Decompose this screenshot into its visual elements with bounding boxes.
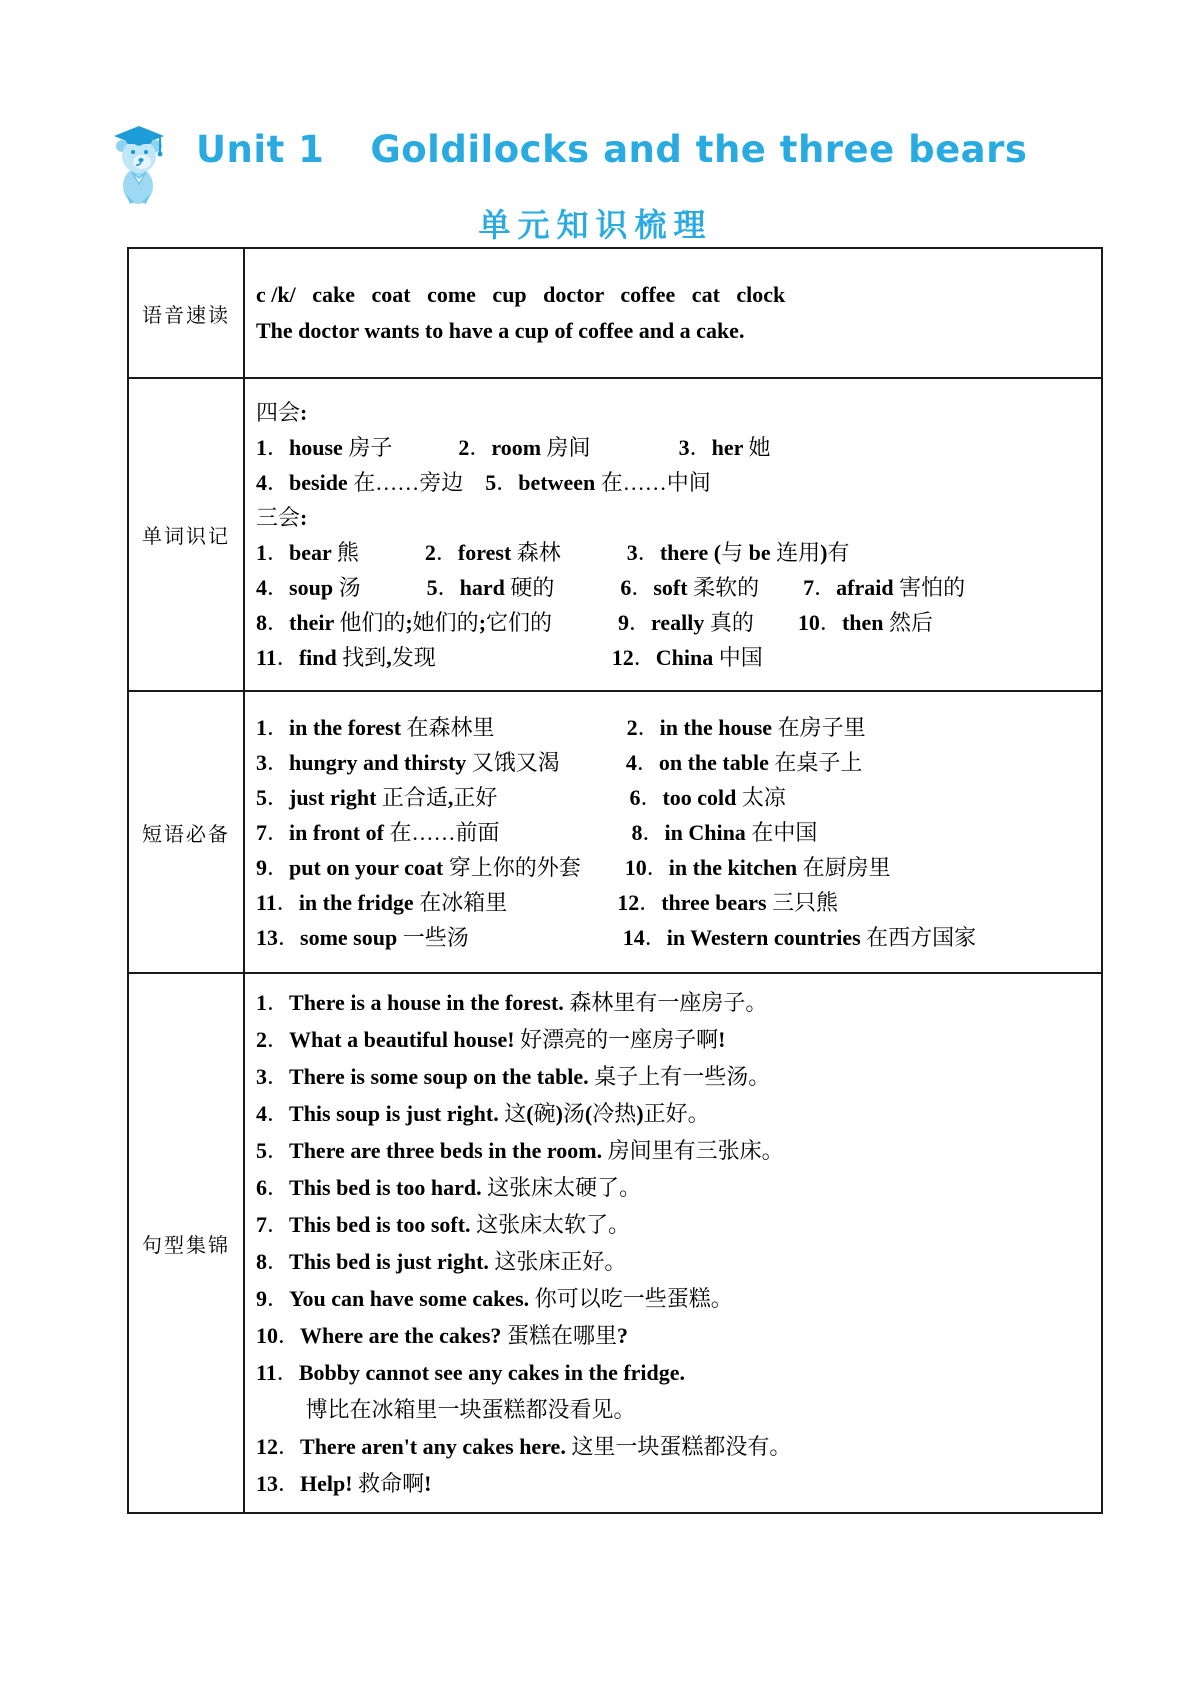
content-line: 5．There are three beds in the room. 房间里有三张床。	[256, 1138, 784, 1163]
section-subtitle: 单元知识梳理	[478, 206, 713, 244]
content-line: 博比在冰箱里一块蛋糕都没看见。	[305, 1397, 636, 1422]
content-line: 11．Bobby cannot see any cakes in the fridge.	[256, 1360, 686, 1385]
page-title	[196, 128, 1027, 171]
content-line: 三会:	[256, 504, 308, 530]
content-line: 2．What a beautiful house! 好漂亮的一座房子啊!	[256, 1027, 726, 1052]
unit-label: Unit 1	[196, 128, 325, 171]
content-line: 1．in the forest 在森林里 2．in the house 在房子里	[256, 714, 866, 740]
content-line: 3．hungry and thirsty 又饿又渴 4．on the table 在桌子上	[256, 749, 863, 775]
row-label: 句型集锦	[129, 974, 245, 1512]
content-line: 4．This soup is just right. 这(碗)汤(冷热)正好。	[256, 1101, 710, 1126]
content-line: The doctor wants to have a cup of coffee and a cake.	[256, 318, 745, 343]
content-line: c /k/ cake coat come cup doctor coffee cat clock	[256, 282, 786, 307]
table-row	[129, 690, 1101, 972]
content-line: 9．put on your coat 穿上你的外套 10．in the kitchen 在厨房里	[256, 854, 891, 880]
content-line: 4．beside 在……旁边 5．between 在……中间	[256, 469, 711, 495]
row-label: 单词识记	[129, 379, 245, 690]
content-line: 7．This bed is too soft. 这张床太软了。	[256, 1212, 631, 1237]
content-line: 13．some soup 一些汤 14．in Western countries 在西方国家	[256, 924, 977, 950]
content-line: 8．their 他们的;她们的;它们的 9．really 真的 10．then 然后	[256, 609, 934, 635]
content-line: 12．There aren't any cakes here. 这里一块蛋糕都没有。	[256, 1434, 792, 1459]
content-line: 6．This bed is too hard. 这张床太硬了。	[256, 1175, 642, 1200]
content-line: 3．There is some soup on the table. 桌子上有一些汤。	[256, 1064, 771, 1089]
content-line: 1．There is a house in the forest. 森林里有一座房子。	[256, 990, 768, 1015]
row-label: 短语必备	[129, 692, 245, 972]
table-row	[129, 249, 1101, 377]
content-line: 10．Where are the cakes? 蛋糕在哪里?	[256, 1323, 628, 1348]
row-content	[245, 974, 1101, 1512]
unit-title: Goldilocks and the three bears	[370, 128, 1028, 171]
content-line: 13．Help! 救命啊!	[256, 1471, 432, 1496]
content-line: 9．You can have some cakes. 你可以吃一些蛋糕。	[256, 1286, 733, 1311]
content-line: 1．bear 熊 2．forest 森林 3．there (与 be 连用)有	[256, 539, 850, 565]
row-content	[245, 379, 1101, 690]
row-content	[245, 249, 1101, 377]
content-line: 4．soup 汤 5．hard 硬的 6．soft 柔软的 7．afraid 害怕的	[256, 574, 966, 600]
content-line: 1．house 房子 2．room 房间 3．her 她	[256, 434, 771, 460]
content-line: 11．find 找到,发现 12．China 中国	[256, 644, 763, 670]
table-row	[129, 377, 1101, 690]
bear-mascot-icon	[112, 124, 168, 206]
row-label: 语音速读	[129, 249, 245, 377]
content-line: 5．just right 正合适,正好 6．too cold 太凉	[256, 784, 786, 810]
knowledge-table	[127, 247, 1103, 1514]
row-content	[245, 692, 1101, 972]
content-line: 8．This bed is just right. 这张床正好。	[256, 1249, 627, 1274]
content-line: 7．in front of 在……前面 8．in China 在中国	[256, 819, 818, 845]
table-row	[129, 972, 1101, 1512]
content-line: 四会:	[256, 399, 308, 425]
content-line: 11．in the fridge 在冰箱里 12．three bears 三只熊	[256, 889, 839, 915]
